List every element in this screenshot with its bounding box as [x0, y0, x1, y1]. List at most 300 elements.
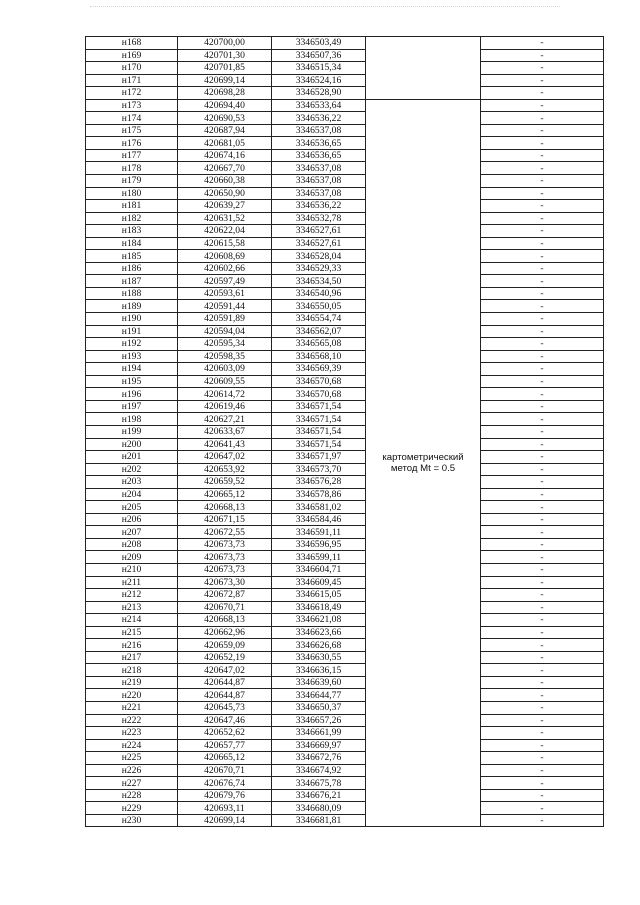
coord-x-cell: 420647,02: [178, 451, 272, 464]
coord-x-cell: 420698,28: [178, 87, 272, 100]
coord-y-cell: 3346532,78: [272, 212, 366, 225]
note-cell: -: [481, 576, 604, 589]
coord-y-cell: 3346571,54: [272, 400, 366, 413]
coord-x-cell: 420662,96: [178, 626, 272, 639]
table-row: [86, 124, 604, 137]
coord-y-cell: 3346540,96: [272, 287, 366, 300]
coord-x-cell: 420671,15: [178, 513, 272, 526]
coord-x-cell: 420699,14: [178, 814, 272, 827]
coord-y-cell: 3346621,08: [272, 614, 366, 627]
point-id-cell: н178: [86, 162, 178, 175]
coord-x-cell: 420644,87: [178, 676, 272, 689]
coord-y-cell: 3346533,64: [272, 99, 366, 112]
note-cell: -: [481, 589, 604, 602]
coordinates-table-body: [86, 37, 604, 827]
point-id-cell: н194: [86, 363, 178, 376]
coord-y-cell: 3346529,33: [272, 262, 366, 275]
table-row: [86, 789, 604, 802]
coord-y-cell: 3346568,10: [272, 350, 366, 363]
coord-x-cell: 420676,74: [178, 777, 272, 790]
coord-y-cell: 3346639,60: [272, 676, 366, 689]
point-id-cell: н211: [86, 576, 178, 589]
coord-y-cell: 3346571,97: [272, 451, 366, 464]
note-cell: -: [481, 262, 604, 275]
coord-y-cell: 3346528,90: [272, 87, 366, 100]
table-row: [86, 438, 604, 451]
point-id-cell: н170: [86, 62, 178, 75]
coord-y-cell: 3346604,71: [272, 563, 366, 576]
table-row: [86, 714, 604, 727]
table-row: [86, 476, 604, 489]
coord-y-cell: 3346626,68: [272, 639, 366, 652]
table-row: [86, 777, 604, 790]
table-row: [86, 175, 604, 188]
coord-x-cell: 420687,94: [178, 124, 272, 137]
coord-x-cell: 420591,44: [178, 300, 272, 313]
note-cell: -: [481, 388, 604, 401]
table-row: [86, 513, 604, 526]
table-row: [86, 338, 604, 351]
note-cell: -: [481, 777, 604, 790]
coord-x-cell: 420595,34: [178, 338, 272, 351]
table-row: [86, 526, 604, 539]
coord-x-cell: 420673,30: [178, 576, 272, 589]
coord-x-cell: 420674,16: [178, 149, 272, 162]
coord-x-cell: 420615,58: [178, 237, 272, 250]
point-id-cell: н182: [86, 212, 178, 225]
table-row: [86, 727, 604, 740]
note-cell: -: [481, 664, 604, 677]
table-row: [86, 425, 604, 438]
coord-y-cell: 3346672,76: [272, 752, 366, 765]
note-cell: -: [481, 212, 604, 225]
coord-x-cell: 420679,76: [178, 789, 272, 802]
note-cell: -: [481, 400, 604, 413]
point-id-cell: н195: [86, 375, 178, 388]
point-id-cell: н217: [86, 651, 178, 664]
note-cell: -: [481, 689, 604, 702]
note-cell: -: [481, 237, 604, 250]
table-row: [86, 626, 604, 639]
note-cell: -: [481, 739, 604, 752]
coord-x-cell: 420608,69: [178, 250, 272, 263]
point-id-cell: н205: [86, 501, 178, 514]
note-cell: -: [481, 275, 604, 288]
note-cell: -: [481, 727, 604, 740]
coord-y-cell: 3346536,22: [272, 200, 366, 213]
coord-x-cell: 420614,72: [178, 388, 272, 401]
coord-x-cell: 420609,55: [178, 375, 272, 388]
table-row: [86, 576, 604, 589]
coord-y-cell: 3346537,08: [272, 124, 366, 137]
note-cell: -: [481, 175, 604, 188]
point-id-cell: н230: [86, 814, 178, 827]
table-row: [86, 162, 604, 175]
table-row: [86, 237, 604, 250]
point-id-cell: н226: [86, 764, 178, 777]
table-row: [86, 676, 604, 689]
point-id-cell: н216: [86, 639, 178, 652]
note-cell: -: [481, 124, 604, 137]
coord-y-cell: 3346596,95: [272, 538, 366, 551]
coord-x-cell: 420700,00: [178, 37, 272, 50]
point-id-cell: н191: [86, 325, 178, 338]
coord-x-cell: 420622,04: [178, 225, 272, 238]
note-cell: -: [481, 639, 604, 652]
coord-y-cell: 3346674,92: [272, 764, 366, 777]
point-id-cell: н198: [86, 413, 178, 426]
coord-x-cell: 420673,73: [178, 563, 272, 576]
table-row: [86, 99, 604, 112]
point-id-cell: н202: [86, 463, 178, 476]
table-row: [86, 463, 604, 476]
coord-x-cell: 420631,52: [178, 212, 272, 225]
coord-x-cell: 420701,30: [178, 49, 272, 62]
table-row: [86, 664, 604, 677]
note-cell: -: [481, 513, 604, 526]
table-row: [86, 651, 604, 664]
point-id-cell: н179: [86, 175, 178, 188]
coord-x-cell: 420659,09: [178, 639, 272, 652]
table-row: [86, 488, 604, 501]
point-id-cell: н189: [86, 300, 178, 313]
point-id-cell: н197: [86, 400, 178, 413]
note-cell: -: [481, 300, 604, 313]
note-cell: -: [481, 476, 604, 489]
table-row: [86, 501, 604, 514]
coord-x-cell: 420672,55: [178, 526, 272, 539]
coord-y-cell: 3346537,08: [272, 187, 366, 200]
coord-y-cell: 3346528,04: [272, 250, 366, 263]
table-row: [86, 275, 604, 288]
coordinates-table: [85, 36, 604, 827]
note-cell: -: [481, 250, 604, 263]
coord-x-cell: 420667,70: [178, 162, 272, 175]
method-label: картометрический: [382, 452, 464, 464]
point-id-cell: н199: [86, 425, 178, 438]
coord-x-cell: 420598,35: [178, 350, 272, 363]
coord-y-cell: 3346527,61: [272, 237, 366, 250]
note-cell: -: [481, 651, 604, 664]
note-cell: -: [481, 451, 604, 464]
coord-x-cell: 420681,05: [178, 137, 272, 150]
coord-x-cell: 420652,62: [178, 727, 272, 740]
table-row: [86, 363, 604, 376]
table-row: [86, 200, 604, 213]
point-id-cell: н187: [86, 275, 178, 288]
point-id-cell: н228: [86, 789, 178, 802]
coord-x-cell: 420653,92: [178, 463, 272, 476]
coord-x-cell: 420660,38: [178, 175, 272, 188]
coord-y-cell: 3346675,78: [272, 777, 366, 790]
point-id-cell: н208: [86, 538, 178, 551]
coord-x-cell: 420693,11: [178, 802, 272, 815]
coord-x-cell: 420619,46: [178, 400, 272, 413]
coord-y-cell: 3346657,26: [272, 714, 366, 727]
note-cell: -: [481, 752, 604, 765]
point-id-cell: н201: [86, 451, 178, 464]
table-row: [86, 589, 604, 602]
point-id-cell: н203: [86, 476, 178, 489]
coord-y-cell: 3346623,66: [272, 626, 366, 639]
coord-x-cell: 420644,87: [178, 689, 272, 702]
coord-x-cell: 420694,40: [178, 99, 272, 112]
note-cell: -: [481, 551, 604, 564]
point-id-cell: н176: [86, 137, 178, 150]
point-id-cell: н219: [86, 676, 178, 689]
note-cell: -: [481, 463, 604, 476]
coord-y-cell: 3346571,54: [272, 413, 366, 426]
coord-x-cell: 420639,27: [178, 200, 272, 213]
table-row: [86, 689, 604, 702]
note-cell: -: [481, 363, 604, 376]
point-id-cell: н207: [86, 526, 178, 539]
coord-x-cell: 420657,77: [178, 739, 272, 752]
table-row: [86, 287, 604, 300]
table-row: [86, 451, 604, 464]
coord-y-cell: 3346618,49: [272, 601, 366, 614]
scan-header-marks: [90, 6, 560, 13]
note-cell: -: [481, 99, 604, 112]
coord-y-cell: 3346571,54: [272, 425, 366, 438]
coord-x-cell: 420591,89: [178, 313, 272, 326]
note-cell: -: [481, 413, 604, 426]
coord-y-cell: 3346609,45: [272, 576, 366, 589]
point-id-cell: н181: [86, 200, 178, 213]
coord-x-cell: 420673,73: [178, 538, 272, 551]
note-cell: -: [481, 112, 604, 125]
note-cell: -: [481, 814, 604, 827]
coord-y-cell: 3346584,46: [272, 513, 366, 526]
table-row: [86, 601, 604, 614]
table-row: [86, 739, 604, 752]
point-id-cell: н188: [86, 287, 178, 300]
note-cell: -: [481, 714, 604, 727]
point-id-cell: н196: [86, 388, 178, 401]
coord-y-cell: 3346571,54: [272, 438, 366, 451]
note-cell: -: [481, 764, 604, 777]
method-cell-empty: [366, 37, 481, 100]
coord-x-cell: 420645,73: [178, 701, 272, 714]
coord-x-cell: 420665,12: [178, 752, 272, 765]
table-row: [86, 262, 604, 275]
table-row: [86, 300, 604, 313]
method-cell: [366, 99, 481, 827]
table-row: [86, 74, 604, 87]
coord-y-cell: 3346591,11: [272, 526, 366, 539]
note-cell: -: [481, 626, 604, 639]
note-cell: -: [481, 338, 604, 351]
note-cell: -: [481, 313, 604, 326]
coord-x-cell: 420593,61: [178, 287, 272, 300]
table-row: [86, 350, 604, 363]
point-id-cell: н200: [86, 438, 178, 451]
coord-x-cell: 420633,67: [178, 425, 272, 438]
note-cell: -: [481, 74, 604, 87]
note-cell: -: [481, 287, 604, 300]
point-id-cell: н175: [86, 124, 178, 137]
note-cell: -: [481, 789, 604, 802]
coord-y-cell: 3346565,08: [272, 338, 366, 351]
note-cell: -: [481, 701, 604, 714]
note-cell: -: [481, 614, 604, 627]
coord-x-cell: 420690,53: [178, 112, 272, 125]
point-id-cell: н215: [86, 626, 178, 639]
point-id-cell: н224: [86, 739, 178, 752]
point-id-cell: н222: [86, 714, 178, 727]
point-id-cell: н186: [86, 262, 178, 275]
note-cell: -: [481, 501, 604, 514]
point-id-cell: н192: [86, 338, 178, 351]
point-id-cell: н220: [86, 689, 178, 702]
point-id-cell: н210: [86, 563, 178, 576]
coord-y-cell: 3346537,08: [272, 162, 366, 175]
point-id-cell: н168: [86, 37, 178, 50]
note-cell: -: [481, 49, 604, 62]
note-cell: -: [481, 538, 604, 551]
point-id-cell: н174: [86, 112, 178, 125]
coord-y-cell: 3346669,97: [272, 739, 366, 752]
point-id-cell: н193: [86, 350, 178, 363]
table-row: [86, 375, 604, 388]
point-id-cell: н169: [86, 49, 178, 62]
table-row: [86, 614, 604, 627]
coord-y-cell: 3346680,09: [272, 802, 366, 815]
point-id-cell: н172: [86, 87, 178, 100]
coord-y-cell: 3346676,21: [272, 789, 366, 802]
coord-x-cell: 420699,14: [178, 74, 272, 87]
note-cell: -: [481, 200, 604, 213]
point-id-cell: н214: [86, 614, 178, 627]
coord-y-cell: 3346524,16: [272, 74, 366, 87]
point-id-cell: н190: [86, 313, 178, 326]
note-cell: -: [481, 438, 604, 451]
note-cell: -: [481, 425, 604, 438]
coord-y-cell: 3346661,99: [272, 727, 366, 740]
note-cell: -: [481, 62, 604, 75]
note-cell: -: [481, 87, 604, 100]
coord-y-cell: 3346527,61: [272, 225, 366, 238]
point-id-cell: н212: [86, 589, 178, 602]
coord-x-cell: 420602,66: [178, 262, 272, 275]
coord-y-cell: 3346537,08: [272, 175, 366, 188]
note-cell: -: [481, 187, 604, 200]
note-cell: -: [481, 225, 604, 238]
point-id-cell: н218: [86, 664, 178, 677]
coord-y-cell: 3346536,65: [272, 137, 366, 150]
note-cell: -: [481, 37, 604, 50]
point-id-cell: н171: [86, 74, 178, 87]
table-row: [86, 137, 604, 150]
point-id-cell: н213: [86, 601, 178, 614]
coord-y-cell: 3346644,77: [272, 689, 366, 702]
table-row: [86, 87, 604, 100]
point-id-cell: н177: [86, 149, 178, 162]
coord-y-cell: 3346599,11: [272, 551, 366, 564]
coord-x-cell: 420603,09: [178, 363, 272, 376]
table-row: [86, 62, 604, 75]
coord-y-cell: 3346570,68: [272, 388, 366, 401]
coord-x-cell: 420672,87: [178, 589, 272, 602]
table-row: [86, 325, 604, 338]
coord-y-cell: 3346570,68: [272, 375, 366, 388]
coord-x-cell: 420647,46: [178, 714, 272, 727]
note-cell: -: [481, 149, 604, 162]
note-cell: -: [481, 375, 604, 388]
coord-x-cell: 420652,19: [178, 651, 272, 664]
note-cell: -: [481, 350, 604, 363]
point-id-cell: н185: [86, 250, 178, 263]
coord-y-cell: 3346554,74: [272, 313, 366, 326]
point-id-cell: н206: [86, 513, 178, 526]
table-row: [86, 187, 604, 200]
point-id-cell: н204: [86, 488, 178, 501]
point-id-cell: н227: [86, 777, 178, 790]
point-id-cell: н209: [86, 551, 178, 564]
table-row: [86, 802, 604, 815]
coord-y-cell: 3346507,36: [272, 49, 366, 62]
table-row: [86, 701, 604, 714]
table-row: [86, 400, 604, 413]
coord-y-cell: 3346573,70: [272, 463, 366, 476]
table-row: [86, 764, 604, 777]
coord-y-cell: 3346630,55: [272, 651, 366, 664]
point-id-cell: н221: [86, 701, 178, 714]
coord-y-cell: 3346536,65: [272, 149, 366, 162]
coord-x-cell: 420641,43: [178, 438, 272, 451]
coord-y-cell: 3346569,39: [272, 363, 366, 376]
coord-x-cell: 420659,52: [178, 476, 272, 489]
table-row: [86, 413, 604, 426]
note-cell: -: [481, 137, 604, 150]
coord-y-cell: 3346636,15: [272, 664, 366, 677]
table-row: [86, 814, 604, 827]
table-row: [86, 250, 604, 263]
table-row: [86, 37, 604, 50]
coord-y-cell: 3346550,05: [272, 300, 366, 313]
table-row: [86, 149, 604, 162]
coord-x-cell: 420594,04: [178, 325, 272, 338]
coord-x-cell: 420668,13: [178, 614, 272, 627]
coord-y-cell: 3346576,28: [272, 476, 366, 489]
table-row: [86, 639, 604, 652]
note-cell: -: [481, 325, 604, 338]
coord-y-cell: 3346534,50: [272, 275, 366, 288]
table-row: [86, 752, 604, 765]
coord-y-cell: 3346581,02: [272, 501, 366, 514]
table-row: [86, 212, 604, 225]
coord-y-cell: 3346681,81: [272, 814, 366, 827]
table-row: [86, 388, 604, 401]
table-row: [86, 563, 604, 576]
point-id-cell: н183: [86, 225, 178, 238]
point-id-cell: н180: [86, 187, 178, 200]
table-row: [86, 49, 604, 62]
coord-y-cell: 3346578,86: [272, 488, 366, 501]
coord-x-cell: 420701,85: [178, 62, 272, 75]
coord-x-cell: 420673,73: [178, 551, 272, 564]
coord-x-cell: 420597,49: [178, 275, 272, 288]
note-cell: -: [481, 601, 604, 614]
coord-y-cell: 3346562,07: [272, 325, 366, 338]
coord-y-cell: 3346536,22: [272, 112, 366, 125]
coord-x-cell: 420668,13: [178, 501, 272, 514]
coord-x-cell: 420670,71: [178, 601, 272, 614]
table-row: [86, 112, 604, 125]
point-id-cell: н184: [86, 237, 178, 250]
note-cell: -: [481, 563, 604, 576]
point-id-cell: н173: [86, 99, 178, 112]
